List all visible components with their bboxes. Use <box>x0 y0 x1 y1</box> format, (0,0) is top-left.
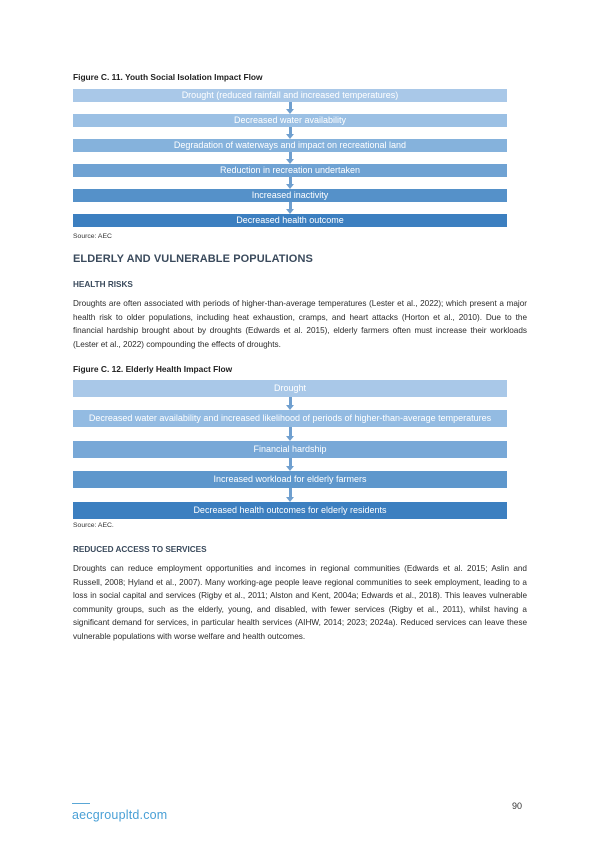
flow1-step-6: Decreased health outcome <box>73 214 507 227</box>
flow1-step-5: Increased inactivity <box>73 189 507 202</box>
flow-arrow-down-icon <box>286 209 294 214</box>
flow2-step-5: Decreased health outcomes for elderly residents <box>73 502 507 519</box>
flow1-step-3: Degradation of waterways and impact on recreational land <box>73 139 507 152</box>
flow2-step-4: Increased workload for elderly farmers <box>73 471 507 488</box>
flow2-step-2: Decreased water availability and increased likelihood of periods of higher-than-average temperatures <box>73 410 507 427</box>
flow1-step-2: Decreased water availability <box>73 114 507 127</box>
flow1-step-4: Reduction in recreation undertaken <box>73 164 507 177</box>
flow2-step-3: Financial hardship <box>73 441 507 458</box>
flow-arrow-down-icon <box>286 159 294 164</box>
section-heading: ELDERLY AND VULNERABLE POPULATIONS <box>73 253 313 265</box>
flow-arrow-down-icon <box>286 436 294 441</box>
flow-arrow-down-icon <box>286 109 294 114</box>
figure-c12-source: Source: AEC. <box>73 522 114 529</box>
figure-c12-title: Figure C. 12. Elderly Health Impact Flow <box>73 364 233 374</box>
health-risks-heading: HEALTH RISKS <box>73 280 133 289</box>
footer-brand: aecgroupltd.com <box>72 808 168 822</box>
flow-arrow-down-icon <box>286 497 294 502</box>
flow2-step-1: Drought <box>73 380 507 397</box>
flow1-step-1: Drought (reduced rainfall and increased temperatures) <box>73 89 507 102</box>
flow-arrow-down-icon <box>286 405 294 410</box>
flow-arrow-down-icon <box>286 184 294 189</box>
flow-arrow-down-icon <box>286 466 294 471</box>
page-number: 90 <box>512 801 523 811</box>
reduced-access-paragraph: Droughts can reduce employment opportunities and incomes in regional communities (Edwards et al. 2015; Aslin and Russell, 2008; Hyland et al., 2007). Many working-age people leave regional communities to seek employment, leading to a loss in social capital and services (Rigby et al., 2011; Alston and Kent, 2004a; Edwards et al., 2018). This leaves vulnerable community groups, such as the elderly, young, and disabled, with fewer services (Rigby et al., 2011), whilst having a significant demand for services, in particular health services (AIHW, 2014; 2023; 2024a). Reduced services can leave these vulnerable populations with worse welfare and health outcomes. <box>73 564 527 641</box>
elderly-health-flow <box>73 380 507 519</box>
figure-c11-title: Figure C. 11. Youth Social Isolation Impact Flow <box>73 72 263 82</box>
flow-arrow-down-icon <box>286 134 294 139</box>
reduced-access-heading: REDUCED ACCESS TO SERVICES <box>73 545 207 554</box>
youth-social-isolation-flow <box>73 89 507 229</box>
figure-c11-source: Source: AEC <box>73 233 112 240</box>
footer-accent-line <box>72 803 90 804</box>
health-risks-paragraph: Droughts are often associated with periods of higher-than-average temperatures (Lester et al., 2022); which present a major health risk to older populations, including heat exhaustion, cramps, and heart attacks (Horton et al., 2010). Due to the financial hardship brought about by droughts (Edwards et al. 2015), elderly farmers often must increase their workloads (Lester et al., 2022) compounding the effects of droughts. <box>73 299 527 349</box>
